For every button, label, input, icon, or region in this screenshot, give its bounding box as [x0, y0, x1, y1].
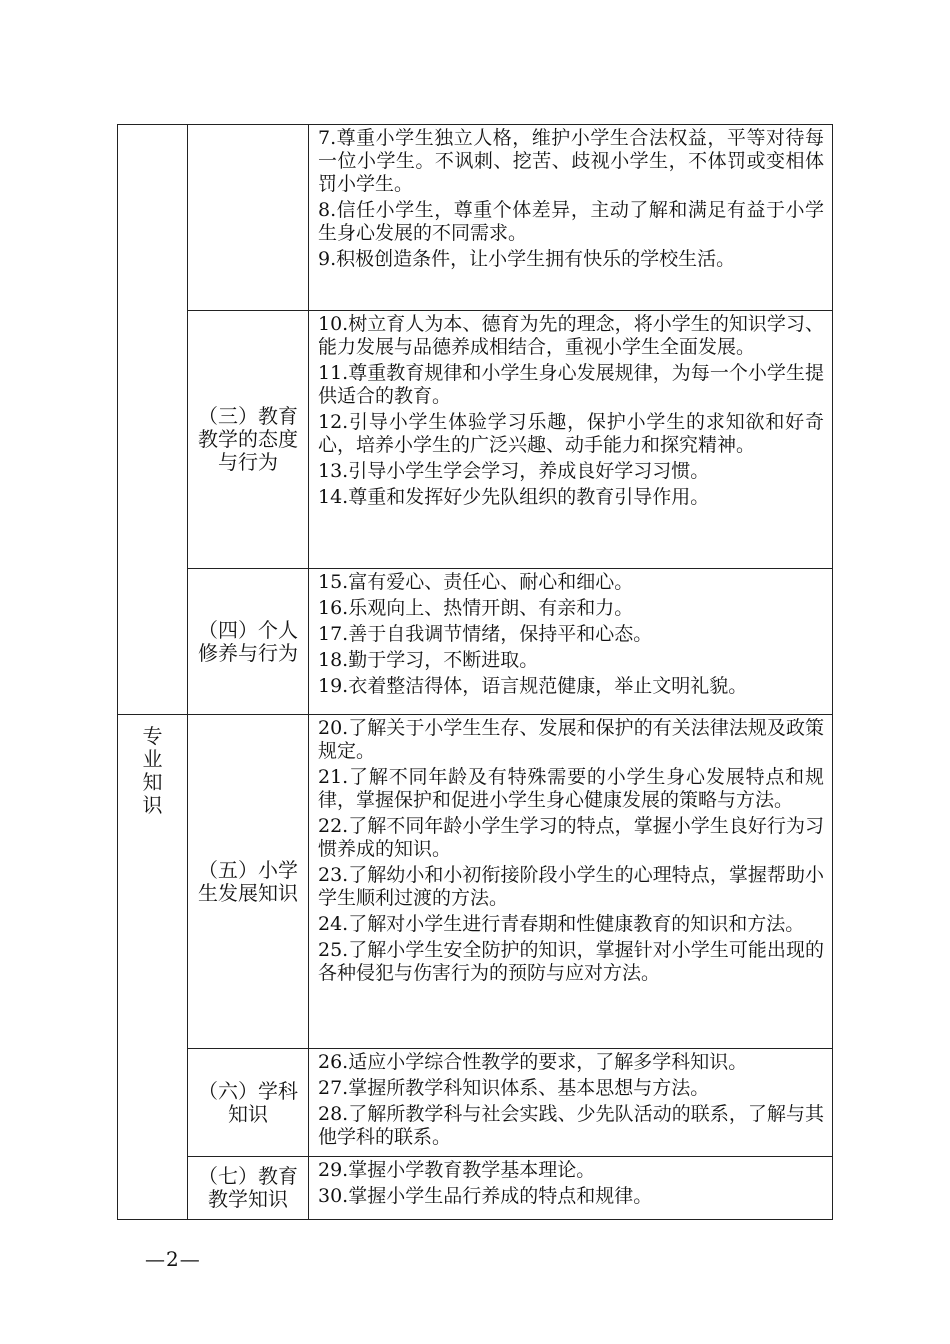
list-item: 9.积极创造条件，让小学生拥有快乐的学校生活。 — [318, 248, 736, 270]
list-item: 29.掌握小学教育教学基本理论。 — [318, 1159, 596, 1181]
list-item: 19.衣着整洁得体，语言规范健康，举止文明礼貌。 — [318, 675, 748, 697]
list-item: 16.乐观向上、热情开朗、有亲和力。 — [318, 597, 634, 619]
list-item: 24.了解对小学生进行青春期和性健康教育的知识和方法。 — [318, 913, 805, 935]
list-item: 18.勤于学习，不断进取。 — [318, 649, 539, 671]
table-row — [118, 1157, 833, 1220]
table-row — [118, 569, 833, 715]
area-cell: （三）教育教学的态度与行为 — [188, 311, 309, 569]
list-item: 8.信任小学生，尊重个体差异，主动了解和满足有益于小学生身心发展的不同需求。 — [318, 199, 824, 244]
items-cell — [309, 715, 833, 1049]
items-cell — [309, 1157, 833, 1220]
list-item: 30.掌握小学生品行养成的特点和规律。 — [318, 1185, 653, 1207]
list-item: 23.了解幼小和小初衔接阶段小学生的心理特点，掌握帮助小学生顺利过渡的方法。 — [318, 864, 824, 909]
list-item: 14.尊重和发挥好少先队组织的教育引导作用。 — [318, 486, 710, 508]
domain-cell — [118, 125, 188, 715]
area-cell — [188, 125, 309, 311]
items-cell — [309, 125, 833, 311]
list-item: 17.善于自我调节情绪，保持平和心态。 — [318, 623, 653, 645]
items-cell — [309, 569, 833, 715]
list-item: 7.尊重小学生独立人格，维护小学生合法权益，平等对待每一位小学生。不讽刺、挖苦、歧视小学生，不体罚或变相体罚小学生。 — [318, 127, 824, 195]
list-item: 21.了解不同年龄及有特殊需要的小学生身心发展特点和规律，掌握保护和促进小学生身心健康发展的策略与方法。 — [318, 766, 824, 811]
items-cell — [309, 1049, 833, 1157]
items-cell — [309, 311, 833, 569]
table-row — [118, 311, 833, 569]
table-row — [118, 1049, 833, 1157]
area-cell: （六）学科知识 — [188, 1049, 309, 1157]
list-item: 11.尊重教育规律和小学生身心发展规律，为每一个小学生提供适合的教育。 — [318, 362, 824, 407]
list-item: 12.引导小学生体验学习乐趣，保护小学生的求知欲和好奇心，培养小学生的广泛兴趣、动手能力和探究精神。 — [318, 411, 824, 456]
list-item: 26.适应小学综合性教学的要求，了解多学科知识。 — [318, 1051, 748, 1073]
table-row — [118, 125, 833, 311]
list-item: 10.树立育人为本、德育为先的理念，将小学生的知识学习、能力发展与品德养成相结合，重视小学生全面发展。 — [318, 313, 824, 358]
page-number: —2— — [145, 1247, 201, 1271]
list-item: 25.了解小学生安全防护的知识，掌握针对小学生可能出现的各种侵犯与伤害行为的预防与应对方法。 — [318, 939, 824, 984]
list-item: 13.引导小学生学会学习，养成良好学习习惯。 — [318, 460, 710, 482]
list-item: 15.富有爱心、责任心、耐心和细心。 — [318, 571, 634, 593]
list-item: 22.了解不同年龄小学生学习的特点，掌握小学生良好行为习惯养成的知识。 — [318, 815, 824, 860]
domain-cell — [118, 715, 188, 1220]
list-item: 27.掌握所教学科知识体系、基本思想与方法。 — [318, 1077, 710, 1099]
table-row — [118, 715, 833, 1049]
standards-table — [117, 124, 833, 1220]
area-cell: （七）教育教学知识 — [188, 1157, 309, 1220]
domain-label: 专业知识 — [142, 724, 163, 817]
list-item: 28.了解所教学科与社会实践、少先队活动的联系，了解与其他学科的联系。 — [318, 1103, 824, 1148]
list-item: 20.了解关于小学生生存、发展和保护的有关法律法规及政策规定。 — [318, 717, 824, 762]
area-cell: （五）小学生发展知识 — [188, 715, 309, 1049]
area-cell: （四）个人修养与行为 — [188, 569, 309, 715]
